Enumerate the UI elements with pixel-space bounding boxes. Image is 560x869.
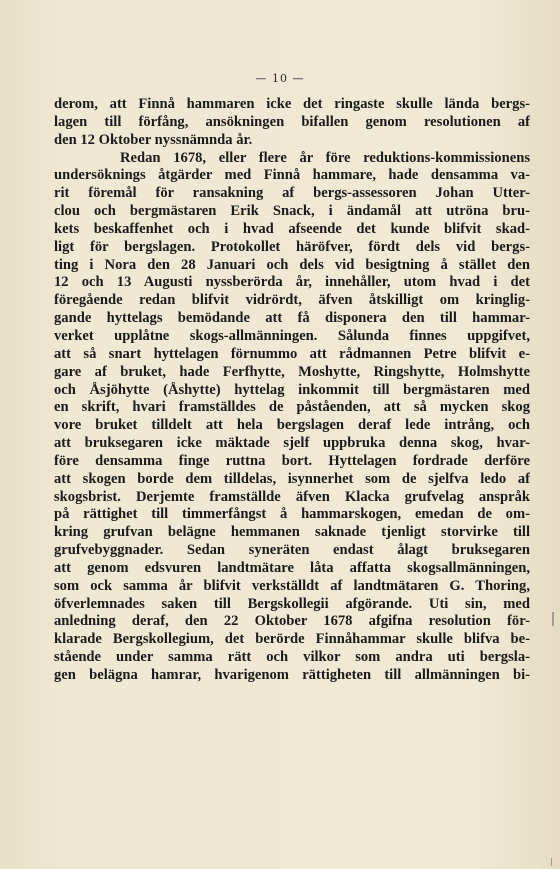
text-line: på rättighet till timmerfångst å hammarskogen, emedan de om-: [54, 506, 530, 523]
text-line: 12 och 13 Augusti nyssberörda år, innehåller, utom hvad i det: [54, 274, 530, 291]
text-line: före densamma finge ruttna bort. Hyttelagen fordrade derföre: [54, 452, 530, 469]
text-line: Redan 1678, eller flere år före reduktions-kommissionens: [120, 149, 530, 166]
text-line: grufvebyggnader. Sedan syneräten endast ålagt bruksegaren: [54, 542, 530, 559]
text-line: vore bruket tilldelt att hela bergslagen deraf lede intrång, och: [54, 417, 530, 434]
text-line: gare af bruket, hade Ferfhytte, Moshytte, Ringshytte, Holmshytte: [54, 363, 530, 380]
text-line: som ock samma år blifvit verkställdt af landtmätaren G. Thoring,: [54, 577, 530, 594]
text-line: den 12 Oktober nyssnämnda år.: [54, 131, 253, 148]
text-line: skogsbrist. Derjemte framställde äfven Klacka grufvelag anspråk: [54, 488, 530, 505]
text-line: gande hyttelags bemödande att få disponera den till hammar-: [54, 310, 530, 327]
text-line: att så snart hyttelagen förnummo att rådmannen Petre blifvit e-: [54, 345, 530, 362]
text-line: kets beskaffenhet och i hvad afseende det kunde blifvit skad-: [54, 220, 530, 237]
text-line: lagen till förfång, ansökningen bifallen genom resolutionen af: [54, 113, 530, 130]
text-line: gen belägna hamrar, hvarigenom rättigheten till allmänningen bi-: [54, 667, 530, 683]
text-line: ting i Nora den 28 Januari och dels vid besigtning å stället den: [54, 256, 530, 273]
text-line: en skrift, hvari framställdes de påståenden, att så mycken skog: [54, 399, 530, 416]
margin-mark: [551, 858, 552, 866]
text-line: anledning deraf, den 22 Oktober 1678 afgifna resolution för-: [54, 613, 530, 630]
page-number: — 10 —: [255, 72, 305, 85]
margin-mark: [552, 612, 554, 626]
text-line: klarade Bergskollegium, det berörde Finnåhammar skulle blifva be-: [54, 631, 530, 648]
text-line: verket upplåtne skogs-allmänningen. Sålunda finnes uppgifvet,: [54, 327, 530, 344]
text-line: föregående redan blifvit vidrördt, äfven åtskilligt om kringlig-: [54, 292, 530, 309]
text-line: att skogen borde dem tilldelas, isynnerhet som de sjelfva ledo af: [54, 470, 530, 487]
text-line: clou och bergmästaren Erik Snack, i ändamål att utröna bru-: [54, 203, 530, 220]
text-line: och Åsjöhytte (Åshytte) hyttelag inkommit till bergmästaren med: [54, 381, 530, 398]
text-line: derom, att Finnå hammaren icke det ringaste skulle lända bergs-: [54, 96, 530, 112]
text-line: kring grufvan belägne hemmanen saknade tjenligt storvirke till: [54, 524, 530, 541]
text-line: att genom edsvuren landtmätare låta affatta skogsallmänningen,: [54, 559, 530, 576]
text-line: ligt för bergslagen. Protokollet häröfver, fördt dels vid bergs-: [54, 238, 530, 255]
text-line: rit föremål för ransakning af bergs-assessoren Johan Utter-: [54, 185, 530, 202]
text-line: undersöknings åtgärder med Finnå hammare, hade densamma va-: [54, 167, 530, 184]
text-line: att bruksegaren icke mäktade sjelf uppbruka denna skog, hvar-: [54, 435, 530, 452]
text-line: öfverlemnades saken till Bergskollegii afgörande. Uti sin, med: [54, 595, 530, 612]
text-line: stående under samma rätt och vilkor som andra uti bergsla-: [54, 649, 530, 666]
body-text: [54, 96, 530, 685]
